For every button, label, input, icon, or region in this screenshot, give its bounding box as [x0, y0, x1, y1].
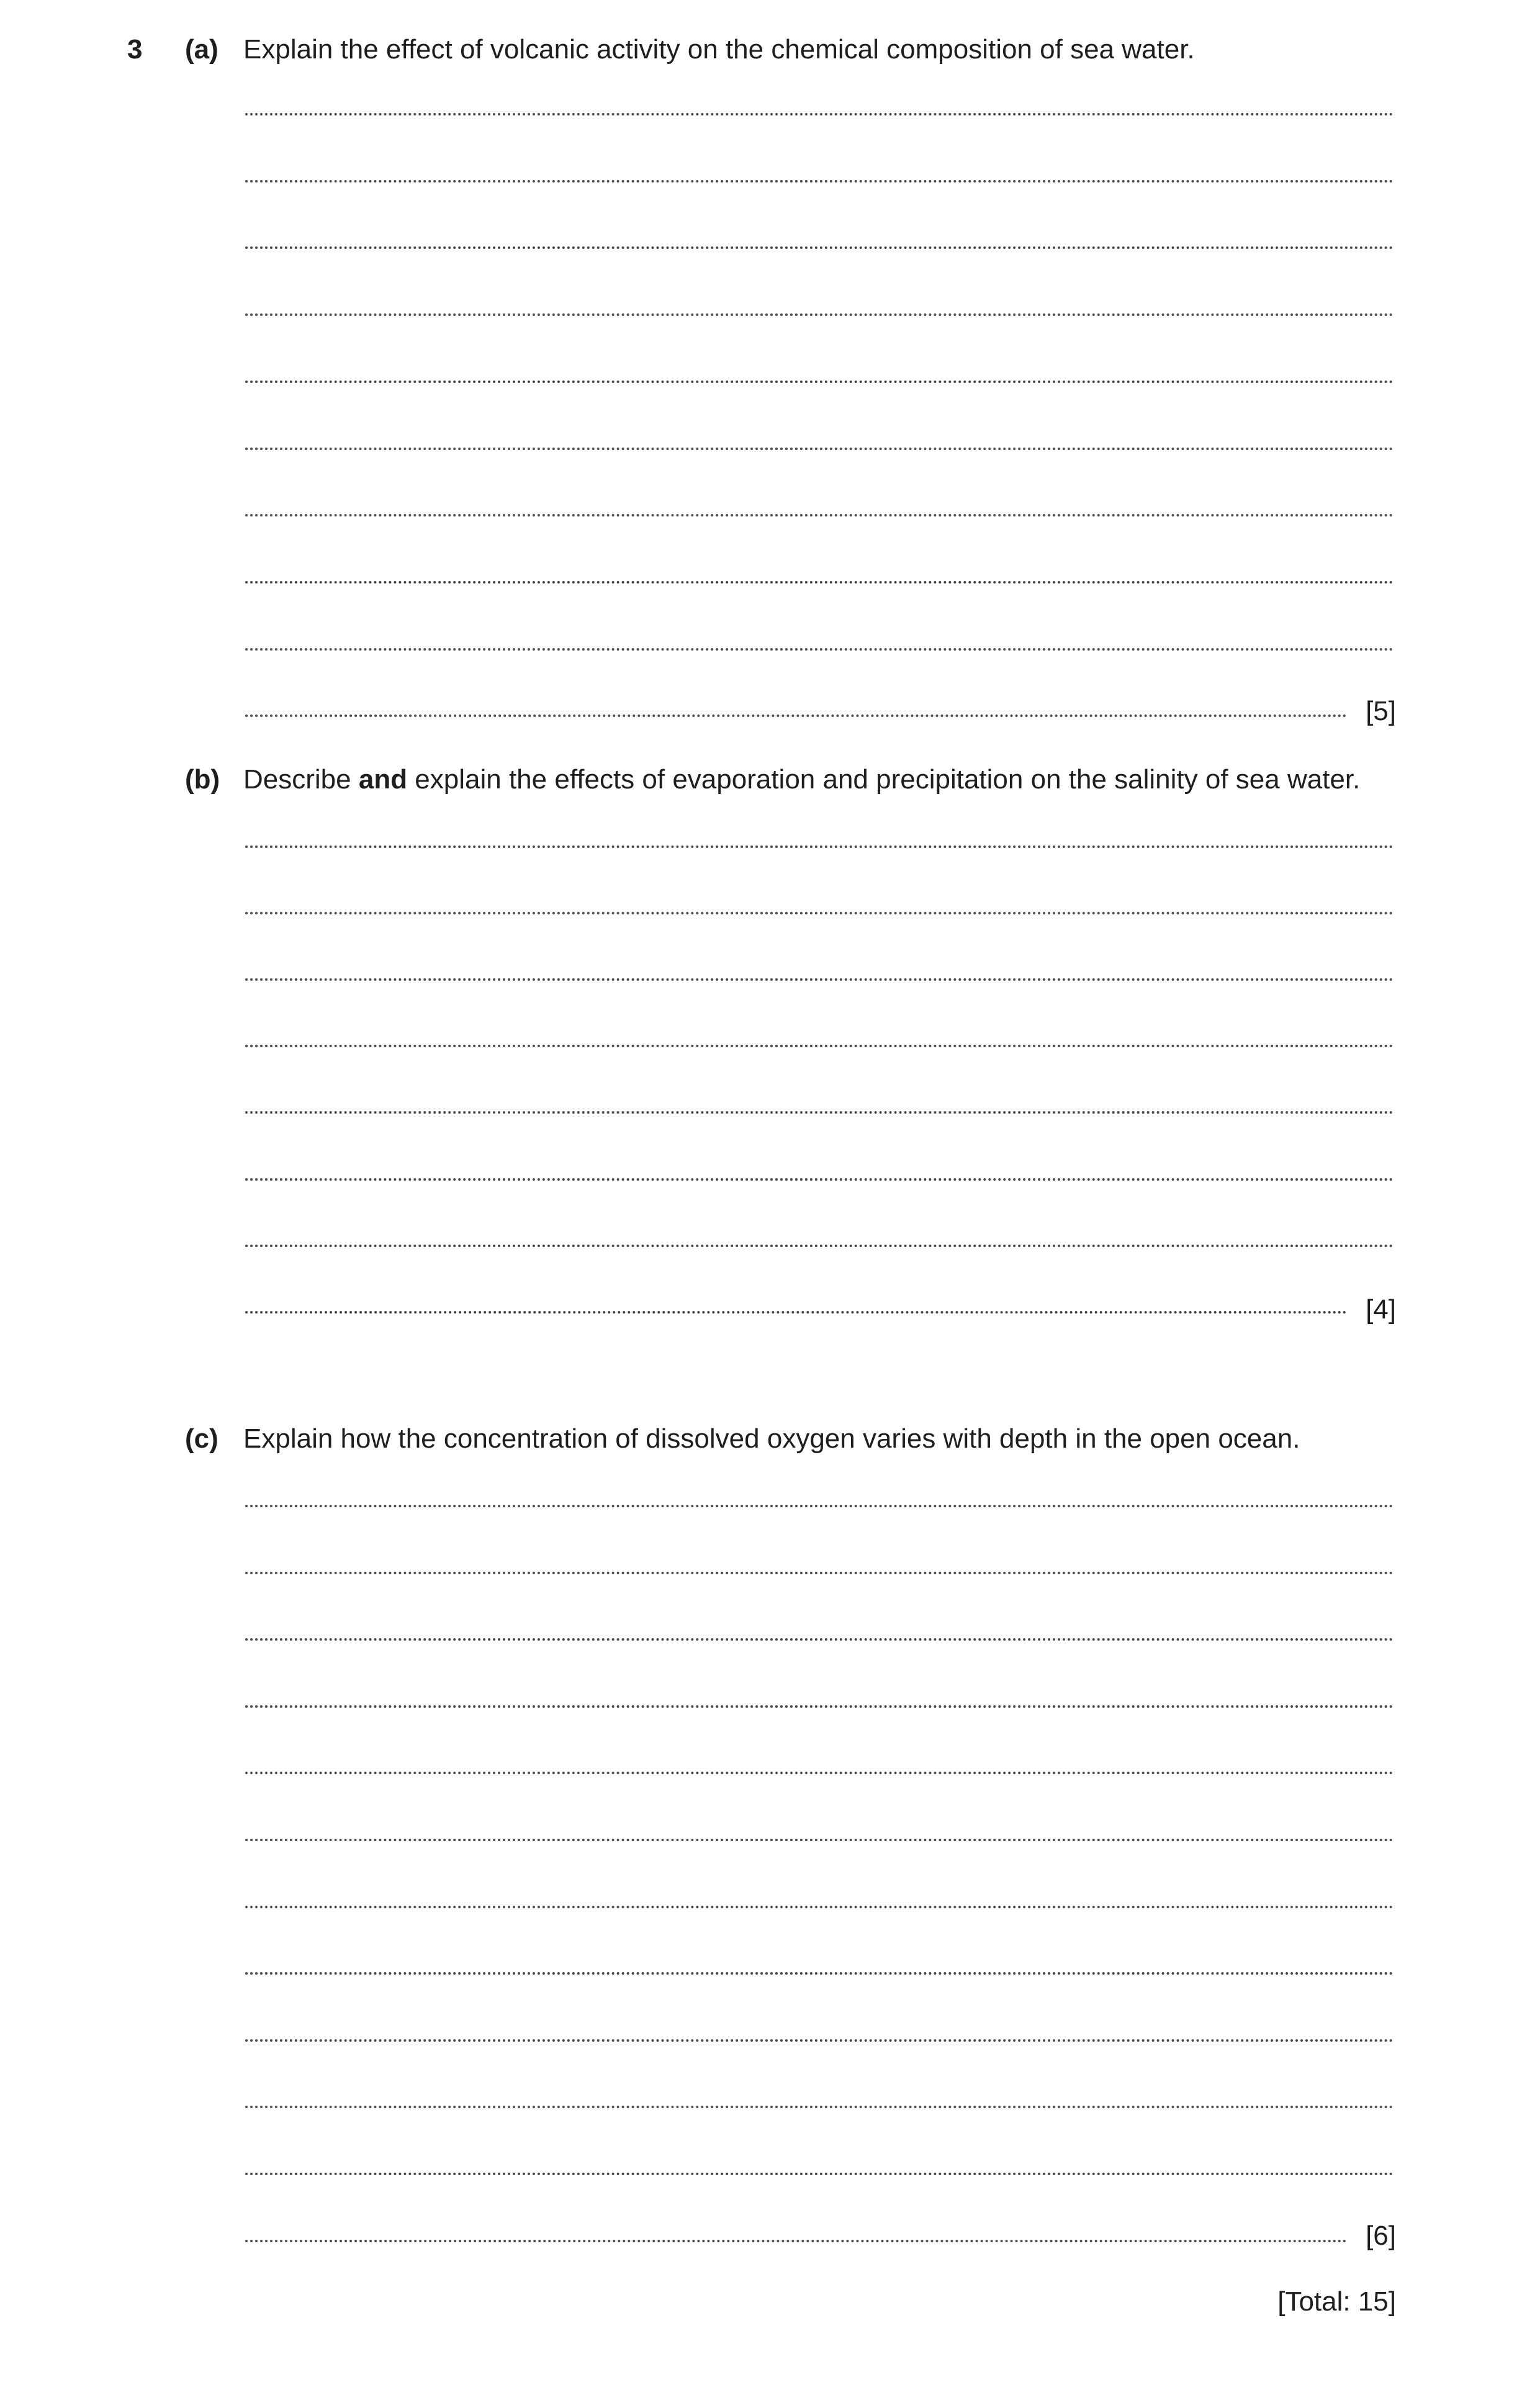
answer-line[interactable] [245, 2173, 1394, 2175]
part-c-label: (c) [185, 1423, 218, 1454]
answer-line[interactable] [245, 1572, 1394, 1574]
answer-line[interactable] [245, 1245, 1394, 1247]
answer-line[interactable] [245, 1638, 1394, 1641]
answer-line[interactable] [245, 581, 1394, 584]
answer-line[interactable] [245, 845, 1394, 848]
answer-line[interactable] [245, 1906, 1394, 1908]
part-a-question: Explain the effect of volcanic activity on the chemical composition of sea water. [243, 34, 1195, 65]
part-c-marks: [6] [1366, 2220, 1396, 2251]
answer-line[interactable] [245, 180, 1394, 183]
part-c-question: Explain how the concentration of dissolved oxygen varies with depth in the open ocean. [243, 1423, 1300, 1454]
answer-line[interactable] [245, 246, 1394, 249]
question-number: 3 [127, 34, 143, 65]
part-a-label: (a) [185, 34, 218, 65]
answer-line[interactable] [245, 448, 1394, 450]
answer-line[interactable] [245, 514, 1394, 516]
part-b-question-emphasis: and [358, 764, 408, 795]
part-b-question-start: Describe [243, 764, 359, 795]
answer-line[interactable] [245, 1178, 1394, 1181]
answer-line[interactable] [245, 1972, 1394, 1975]
answer-line[interactable] [245, 1505, 1394, 1507]
answer-line[interactable] [245, 912, 1394, 914]
part-a-marks: [5] [1366, 696, 1396, 726]
answer-line[interactable] [245, 2240, 1347, 2242]
answer-line[interactable] [245, 648, 1394, 651]
answer-line[interactable] [245, 1045, 1394, 1047]
part-b-marks: [4] [1366, 1294, 1396, 1325]
answer-line[interactable] [245, 1705, 1394, 1708]
part-b-label: (b) [185, 764, 220, 795]
answer-line[interactable] [245, 2039, 1394, 2042]
part-b-question-end: explain the effects of evaporation and precipitation on the salinity of sea water. [407, 764, 1361, 795]
answer-line[interactable] [245, 1111, 1394, 1114]
total-marks: [Total: 15] [1277, 2286, 1396, 2317]
answer-line[interactable] [245, 113, 1394, 115]
part-b-question [243, 762, 1360, 797]
answer-line[interactable] [245, 2106, 1394, 2108]
answer-line[interactable] [245, 715, 1347, 717]
answer-line[interactable] [245, 1772, 1394, 1774]
answer-line[interactable] [245, 381, 1394, 383]
answer-line[interactable] [245, 1311, 1347, 1314]
answer-line[interactable] [245, 1839, 1394, 1841]
answer-line[interactable] [245, 313, 1394, 316]
answer-line[interactable] [245, 978, 1394, 981]
